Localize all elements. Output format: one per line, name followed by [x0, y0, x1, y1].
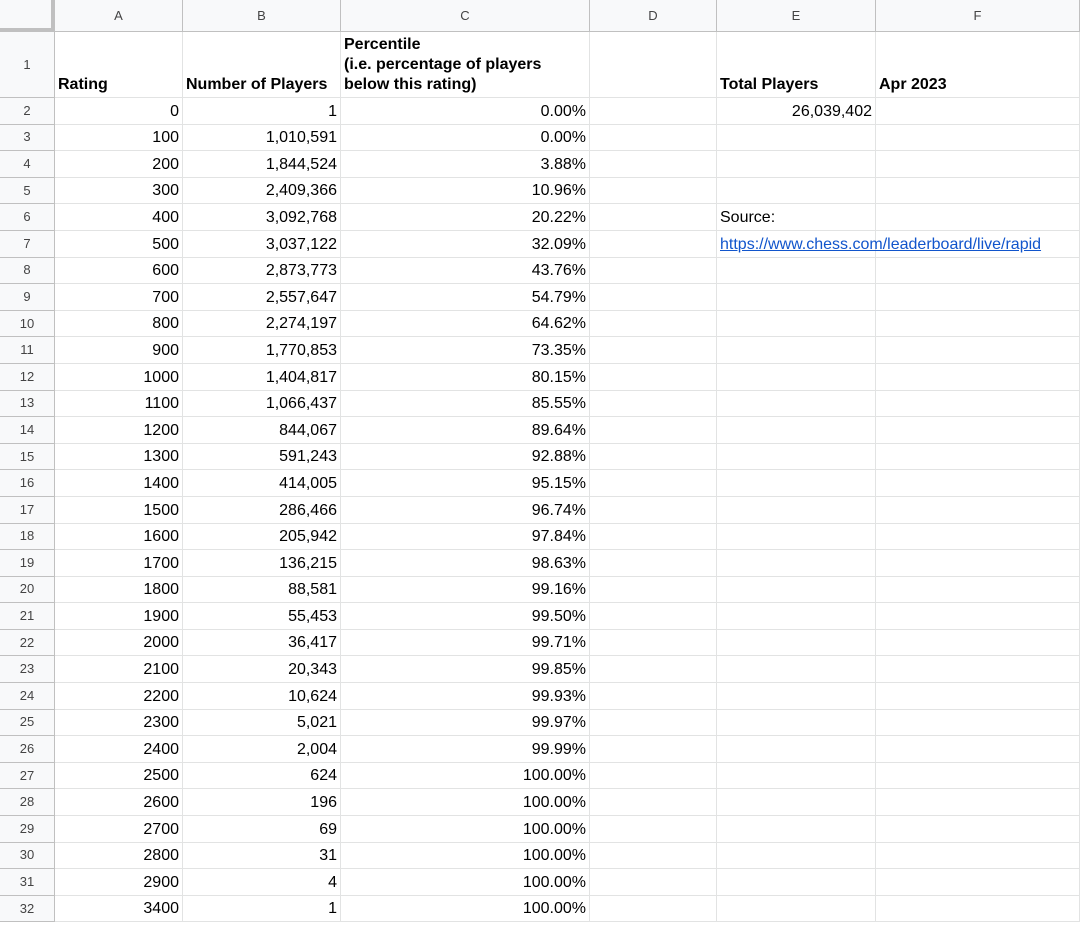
cell-e15[interactable] [717, 444, 876, 471]
percentile-header-line: Percentile [344, 36, 421, 53]
cell-percentile[interactable]: 99.50% [341, 603, 590, 630]
select-all-corner[interactable] [0, 0, 55, 32]
row-header-2[interactable]: 2 [0, 98, 55, 125]
cell-e29[interactable] [717, 816, 876, 843]
cell-percentile[interactable]: 0.00% [341, 98, 590, 125]
column-header-b[interactable]: B [183, 0, 341, 32]
cell-d12[interactable] [590, 364, 717, 391]
cell-e32[interactable] [717, 896, 876, 923]
cell-rating[interactable]: 900 [55, 337, 183, 364]
cell-rating[interactable]: 800 [55, 311, 183, 338]
cell-rating[interactable]: 300 [55, 178, 183, 205]
cell-d1[interactable] [590, 32, 717, 98]
row-header-22[interactable]: 22 [0, 630, 55, 657]
cell-f20[interactable] [876, 577, 1080, 604]
cell-rating[interactable]: 1000 [55, 364, 183, 391]
cell-f25[interactable] [876, 710, 1080, 737]
cell-a1-rating-header[interactable]: Rating [55, 32, 183, 98]
row-header-19[interactable]: 19 [0, 550, 55, 577]
column-header-d[interactable]: D [590, 0, 717, 32]
cell-rating[interactable]: 1900 [55, 603, 183, 630]
cell-f5[interactable] [876, 178, 1080, 205]
cell-e2-total-players[interactable]: 26,039,402 [717, 98, 876, 125]
cell-f23[interactable] [876, 656, 1080, 683]
cell-f8[interactable] [876, 258, 1080, 285]
column-header-c[interactable]: C [341, 0, 590, 32]
cell-players[interactable]: 2,557,647 [183, 284, 341, 311]
cell-b1-players-header[interactable]: Number of Players [183, 32, 341, 98]
row-header-6[interactable]: 6 [0, 204, 55, 231]
cell-rating[interactable]: 2100 [55, 656, 183, 683]
row-header-31[interactable]: 31 [0, 869, 55, 896]
cell-percentile[interactable]: 10.96% [341, 178, 590, 205]
cell-percentile[interactable]: 99.85% [341, 656, 590, 683]
cell-rating[interactable]: 200 [55, 151, 183, 178]
cell-e18[interactable] [717, 524, 876, 551]
cell-percentile[interactable]: 99.71% [341, 630, 590, 657]
cell-rating[interactable]: 2800 [55, 843, 183, 870]
cell-rating[interactable]: 2500 [55, 763, 183, 790]
cell-d17[interactable] [590, 497, 717, 524]
cell-e16[interactable] [717, 470, 876, 497]
cell-f14[interactable] [876, 417, 1080, 444]
cell-rating[interactable]: 100 [55, 125, 183, 152]
cell-players[interactable]: 205,942 [183, 524, 341, 551]
percentile-header-line: (i.e. percentage of players [344, 56, 542, 73]
cell-d32[interactable] [590, 896, 717, 923]
cell-players[interactable]: 1,404,817 [183, 364, 341, 391]
cell-rating[interactable]: 1100 [55, 391, 183, 418]
cell-f13[interactable] [876, 391, 1080, 418]
row-header-18[interactable]: 18 [0, 524, 55, 551]
cell-rating[interactable]: 2200 [55, 683, 183, 710]
cell-f15[interactable] [876, 444, 1080, 471]
cell-rating[interactable]: 0 [55, 98, 183, 125]
cell-percentile[interactable]: 92.88% [341, 444, 590, 471]
cell-f27[interactable] [876, 763, 1080, 790]
cell-players[interactable]: 844,067 [183, 417, 341, 444]
row-header-27[interactable]: 27 [0, 763, 55, 790]
column-header-a[interactable]: A [55, 0, 183, 32]
row-header-21[interactable]: 21 [0, 603, 55, 630]
cell-f18[interactable] [876, 524, 1080, 551]
cell-players[interactable]: 3,037,122 [183, 231, 341, 258]
row-header-9[interactable]: 9 [0, 284, 55, 311]
cell-players[interactable]: 2,409,366 [183, 178, 341, 205]
cell-rating[interactable]: 1300 [55, 444, 183, 471]
cell-rating[interactable]: 400 [55, 204, 183, 231]
cell-percentile[interactable]: 99.16% [341, 577, 590, 604]
row-header-28[interactable]: 28 [0, 789, 55, 816]
cell-d6[interactable] [590, 204, 717, 231]
row-header-29[interactable]: 29 [0, 816, 55, 843]
cell-d30[interactable] [590, 843, 717, 870]
cell-players[interactable]: 2,274,197 [183, 311, 341, 338]
cell-percentile[interactable]: 100.00% [341, 843, 590, 870]
cell-percentile[interactable]: 99.93% [341, 683, 590, 710]
cell-d25[interactable] [590, 710, 717, 737]
cell-players[interactable]: 286,466 [183, 497, 341, 524]
cell-d3[interactable] [590, 125, 717, 152]
cell-e8[interactable] [717, 258, 876, 285]
cell-players[interactable]: 55,453 [183, 603, 341, 630]
cell-d16[interactable] [590, 470, 717, 497]
cell-players[interactable]: 88,581 [183, 577, 341, 604]
cell-e31[interactable] [717, 869, 876, 896]
cell-e12[interactable] [717, 364, 876, 391]
cell-e7-source-link[interactable] [717, 231, 1042, 258]
cell-rating[interactable]: 600 [55, 258, 183, 285]
cell-d2[interactable] [590, 98, 717, 125]
cell-e13[interactable] [717, 391, 876, 418]
row-header-4[interactable]: 4 [0, 151, 55, 178]
percentile-header-line: below this rating) [344, 76, 477, 93]
cell-rating[interactable]: 2300 [55, 710, 183, 737]
cell-f6[interactable] [876, 204, 1080, 231]
row-header-23[interactable]: 23 [0, 656, 55, 683]
cell-e3[interactable] [717, 125, 876, 152]
cell-players[interactable]: 414,005 [183, 470, 341, 497]
cell-e22[interactable] [717, 630, 876, 657]
cell-d19[interactable] [590, 550, 717, 577]
cell-f4[interactable] [876, 151, 1080, 178]
row-header-24[interactable]: 24 [0, 683, 55, 710]
cell-e14[interactable] [717, 417, 876, 444]
cell-f28[interactable] [876, 789, 1080, 816]
cell-f11[interactable] [876, 337, 1080, 364]
cell-d29[interactable] [590, 816, 717, 843]
cell-d9[interactable] [590, 284, 717, 311]
column-header-f[interactable]: F [876, 0, 1080, 32]
cell-percentile[interactable]: 85.55% [341, 391, 590, 418]
cell-percentile[interactable]: 80.15% [341, 364, 590, 391]
cell-players[interactable]: 31 [183, 843, 341, 870]
cell-e17[interactable] [717, 497, 876, 524]
cell-d20[interactable] [590, 577, 717, 604]
row-header-17[interactable]: 17 [0, 497, 55, 524]
row-header-30[interactable]: 30 [0, 843, 55, 870]
cell-percentile[interactable]: 20.22% [341, 204, 590, 231]
row-header-7[interactable]: 7 [0, 231, 55, 258]
cell-percentile[interactable]: 100.00% [341, 896, 590, 923]
cell-f17[interactable] [876, 497, 1080, 524]
cell-d5[interactable] [590, 178, 717, 205]
cell-e5[interactable] [717, 178, 876, 205]
cell-percentile[interactable]: 99.97% [341, 710, 590, 737]
row-header-10[interactable]: 10 [0, 311, 55, 338]
cell-f12[interactable] [876, 364, 1080, 391]
row-header-8[interactable]: 8 [0, 258, 55, 285]
cell-e23[interactable] [717, 656, 876, 683]
cell-e4[interactable] [717, 151, 876, 178]
cell-players[interactable]: 591,243 [183, 444, 341, 471]
cell-players[interactable]: 69 [183, 816, 341, 843]
cell-d4[interactable] [590, 151, 717, 178]
row-header-12[interactable]: 12 [0, 364, 55, 391]
cell-f1-date[interactable]: Apr 2023 [876, 32, 1080, 98]
cell-e20[interactable] [717, 577, 876, 604]
cell-e30[interactable] [717, 843, 876, 870]
cell-rating[interactable]: 2600 [55, 789, 183, 816]
cell-e9[interactable] [717, 284, 876, 311]
cell-f30[interactable] [876, 843, 1080, 870]
cell-d18[interactable] [590, 524, 717, 551]
cell-rating[interactable]: 2900 [55, 869, 183, 896]
cell-rating[interactable]: 1700 [55, 550, 183, 577]
cell-players[interactable]: 1,770,853 [183, 337, 341, 364]
cell-players[interactable]: 1 [183, 98, 341, 125]
row-header-26[interactable]: 26 [0, 736, 55, 763]
cell-percentile[interactable]: 3.88% [341, 151, 590, 178]
row-header-3[interactable]: 3 [0, 125, 55, 152]
row-header-1[interactable]: 1 [0, 32, 55, 98]
cell-players[interactable]: 136,215 [183, 550, 341, 577]
cell-d21[interactable] [590, 603, 717, 630]
cell-e24[interactable] [717, 683, 876, 710]
cell-f24[interactable] [876, 683, 1080, 710]
cell-e27[interactable] [717, 763, 876, 790]
cell-players[interactable]: 4 [183, 869, 341, 896]
cell-d23[interactable] [590, 656, 717, 683]
cell-rating[interactable]: 1600 [55, 524, 183, 551]
cell-percentile[interactable]: 98.63% [341, 550, 590, 577]
cell-c1-percentile-header[interactable] [341, 32, 590, 98]
cell-f16[interactable] [876, 470, 1080, 497]
cell-percentile[interactable]: 99.99% [341, 736, 590, 763]
cell-d10[interactable] [590, 311, 717, 338]
cell-f19[interactable] [876, 550, 1080, 577]
row-header-13[interactable]: 13 [0, 391, 55, 418]
cell-f31[interactable] [876, 869, 1080, 896]
row-header-15[interactable]: 15 [0, 444, 55, 471]
cell-d7[interactable] [590, 231, 717, 258]
cell-d24[interactable] [590, 683, 717, 710]
cell-rating[interactable]: 2700 [55, 816, 183, 843]
cell-rating[interactable]: 2000 [55, 630, 183, 657]
row-header-5[interactable]: 5 [0, 178, 55, 205]
cell-e21[interactable] [717, 603, 876, 630]
cell-f32[interactable] [876, 896, 1080, 923]
cell-d11[interactable] [590, 337, 717, 364]
cell-players[interactable]: 20,343 [183, 656, 341, 683]
cell-e28[interactable] [717, 789, 876, 816]
cell-d31[interactable] [590, 869, 717, 896]
cell-e19[interactable] [717, 550, 876, 577]
cell-players[interactable]: 36,417 [183, 630, 341, 657]
cell-f2[interactable] [876, 98, 1080, 125]
cell-e26[interactable] [717, 736, 876, 763]
cell-players[interactable]: 10,624 [183, 683, 341, 710]
cell-f9[interactable] [876, 284, 1080, 311]
cell-rating[interactable]: 1800 [55, 577, 183, 604]
cell-e10[interactable] [717, 311, 876, 338]
cell-players[interactable]: 1,844,524 [183, 151, 341, 178]
cell-d28[interactable] [590, 789, 717, 816]
cell-players[interactable]: 624 [183, 763, 341, 790]
cell-f3[interactable] [876, 125, 1080, 152]
source-link[interactable]: https://www.chess.com/leaderboard/live/rapid [720, 235, 1042, 253]
row-header-25[interactable]: 25 [0, 710, 55, 737]
row-header-16[interactable]: 16 [0, 470, 55, 497]
row-header-20[interactable]: 20 [0, 577, 55, 604]
cell-d14[interactable] [590, 417, 717, 444]
cell-percentile[interactable]: 100.00% [341, 789, 590, 816]
cell-d26[interactable] [590, 736, 717, 763]
cell-e1-total-label[interactable]: Total Players [717, 32, 876, 98]
cell-percentile[interactable]: 96.74% [341, 497, 590, 524]
cell-percentile[interactable]: 32.09% [341, 231, 590, 258]
cell-rating[interactable]: 3400 [55, 896, 183, 923]
cell-rating[interactable]: 1500 [55, 497, 183, 524]
cell-percentile[interactable]: 100.00% [341, 763, 590, 790]
cell-d8[interactable] [590, 258, 717, 285]
cell-players[interactable]: 2,873,773 [183, 258, 341, 285]
cell-percentile[interactable]: 43.76% [341, 258, 590, 285]
cell-percentile[interactable]: 0.00% [341, 125, 590, 152]
cell-rating[interactable]: 700 [55, 284, 183, 311]
cell-percentile[interactable]: 97.84% [341, 524, 590, 551]
cell-f22[interactable] [876, 630, 1080, 657]
cell-rating[interactable]: 1400 [55, 470, 183, 497]
cell-players[interactable]: 1,010,591 [183, 125, 341, 152]
cell-e6-source-label[interactable]: Source: [717, 204, 876, 231]
cell-percentile[interactable]: 100.00% [341, 816, 590, 843]
cell-players[interactable]: 196 [183, 789, 341, 816]
cell-players[interactable]: 1,066,437 [183, 391, 341, 418]
cell-percentile[interactable]: 54.79% [341, 284, 590, 311]
cell-f21[interactable] [876, 603, 1080, 630]
row-header-11[interactable]: 11 [0, 337, 55, 364]
cell-d22[interactable] [590, 630, 717, 657]
cell-percentile[interactable]: 95.15% [341, 470, 590, 497]
column-header-e[interactable]: E [717, 0, 876, 32]
cell-percentile[interactable]: 100.00% [341, 869, 590, 896]
cell-percentile[interactable]: 64.62% [341, 311, 590, 338]
cell-players[interactable]: 2,004 [183, 736, 341, 763]
cell-f29[interactable] [876, 816, 1080, 843]
cell-f10[interactable] [876, 311, 1080, 338]
cell-d27[interactable] [590, 763, 717, 790]
cell-rating[interactable]: 500 [55, 231, 183, 258]
cell-f26[interactable] [876, 736, 1080, 763]
cell-d15[interactable] [590, 444, 717, 471]
row-header-14[interactable]: 14 [0, 417, 55, 444]
cell-d13[interactable] [590, 391, 717, 418]
cell-rating[interactable]: 1200 [55, 417, 183, 444]
cell-percentile[interactable]: 73.35% [341, 337, 590, 364]
cell-percentile[interactable]: 89.64% [341, 417, 590, 444]
row-header-32[interactable]: 32 [0, 896, 55, 923]
cell-players[interactable]: 3,092,768 [183, 204, 341, 231]
cell-rating[interactable]: 2400 [55, 736, 183, 763]
cell-e25[interactable] [717, 710, 876, 737]
cell-players[interactable]: 1 [183, 896, 341, 923]
cell-players[interactable]: 5,021 [183, 710, 341, 737]
cell-e11[interactable] [717, 337, 876, 364]
